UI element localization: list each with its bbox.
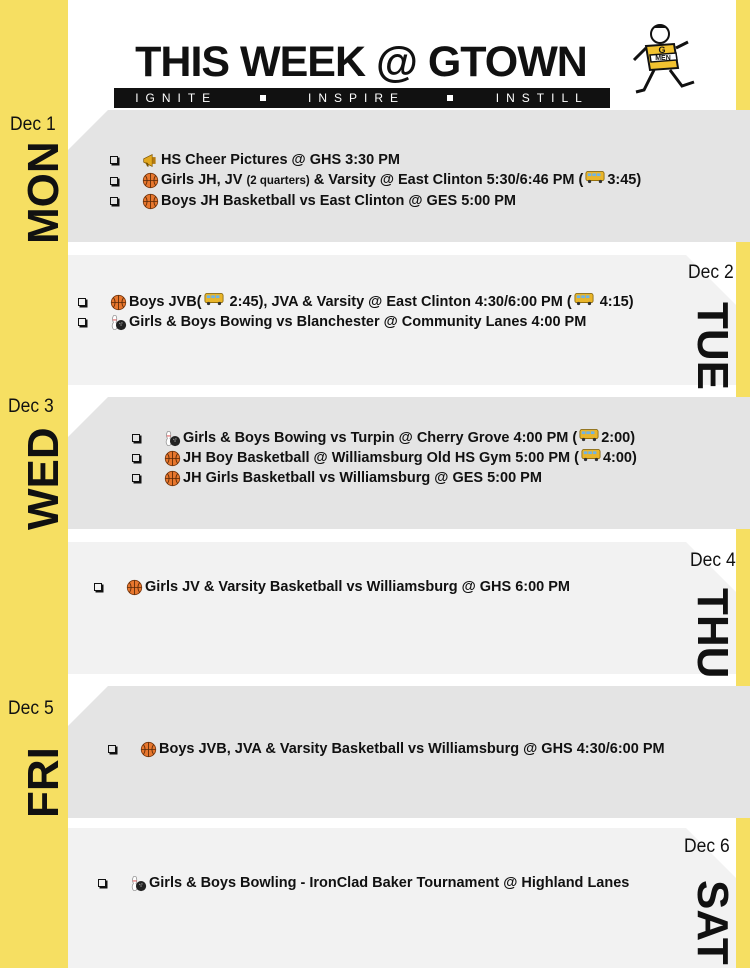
day-band-sat [68, 828, 736, 968]
basketball-icon [126, 579, 145, 596]
checkbox-icon [110, 177, 118, 185]
event-item [78, 292, 634, 312]
event-text: HS Cheer Pictures @ GHS 3:30 PM [161, 152, 400, 168]
tagline-separator [260, 95, 266, 101]
tagline-word: IGNITE [135, 91, 218, 105]
tagline-separator [447, 95, 453, 101]
event-item [110, 150, 641, 170]
svg-text:MEN: MEN [655, 55, 671, 62]
bus-icon [581, 448, 601, 462]
checkbox-icon [94, 583, 102, 591]
event-item [132, 428, 637, 448]
checkbox-icon [132, 434, 140, 442]
svg-text:G: G [658, 45, 666, 55]
bowling-icon [164, 430, 183, 447]
day-name-wed: WED [19, 427, 68, 530]
megaphone-icon [142, 152, 161, 169]
event-item [110, 170, 641, 191]
event-item [132, 468, 637, 488]
mascot-logo-icon [628, 22, 706, 102]
checkbox-icon [98, 879, 106, 887]
basketball-icon [140, 741, 159, 758]
event-list-fri [108, 739, 665, 759]
checkbox-icon [78, 318, 86, 326]
basketball-icon [164, 450, 183, 467]
event-list-thu [94, 577, 570, 597]
tagline-bar [114, 88, 610, 108]
day-name-tue: TUE [688, 302, 737, 390]
bowling-icon [110, 314, 129, 331]
event-list-mon [110, 150, 641, 211]
day-date-fri: Dec 5 [8, 698, 54, 719]
day-name-sat: SAT [688, 880, 737, 965]
day-name-mon: MON [19, 141, 68, 244]
event-item [78, 312, 634, 332]
day-date-wed: Dec 3 [8, 396, 54, 417]
tagline-word: INSPIRE [307, 91, 405, 105]
basketball-icon [110, 294, 129, 311]
bus-icon [204, 292, 224, 306]
day-date-sat: Dec 6 [684, 836, 730, 857]
event-list-tue [78, 292, 634, 332]
event-text: JH Boy Basketball @ Williamsburg Old HS Gym 5:00 PM ( 4:00) [183, 450, 637, 466]
bus-icon [579, 428, 599, 442]
event-text: Girls & Boys Bowing vs Blanchester @ Community Lanes 4:00 PM [129, 314, 587, 330]
checkbox-icon [110, 156, 118, 164]
day-date-thu: Dec 4 [690, 550, 736, 571]
basketball-icon [142, 193, 161, 210]
checkbox-icon [78, 298, 86, 306]
event-item [98, 873, 629, 893]
checkbox-icon [110, 197, 118, 205]
event-item [94, 577, 570, 597]
day-name-thu: THU [688, 588, 737, 679]
event-list-wed [132, 428, 637, 488]
event-text: Girls & Boys Bowling - IronClad Baker Tournament @ Highland Lanes [149, 875, 630, 891]
bus-icon [574, 292, 594, 306]
day-date-tue: Dec 2 [688, 262, 734, 283]
checkbox-icon [132, 474, 140, 482]
basketball-icon [142, 172, 161, 189]
basketball-icon [164, 470, 183, 487]
event-text: Girls JV & Varsity Basketball vs Williamsburg @ GHS 6:00 PM [145, 579, 571, 595]
event-text: Boys JVB( 2:45), JVA & Varsity @ East Clinton 4:30/6:00 PM ( 4:15) [129, 294, 634, 310]
event-item [110, 191, 641, 211]
event-text: Boys JH Basketball vs East Clinton @ GES 5:00 PM [161, 193, 517, 209]
event-item [132, 448, 637, 468]
event-text: Boys JVB, JVA & Varsity Basketball vs Williamsburg @ GHS 4:30/6:00 PM [159, 741, 665, 757]
checkbox-icon [132, 454, 140, 462]
bus-icon [585, 170, 605, 184]
day-name-fri: FRI [19, 747, 68, 818]
event-text: JH Girls Basketball vs Williamsburg @ GES 5:00 PM [183, 470, 542, 486]
event-text: Girls & Boys Bowing vs Turpin @ Cherry Grove 4:00 PM ( 2:00) [183, 430, 636, 446]
event-list-sat [98, 873, 629, 893]
event-text: Girls JH, JV (2 quarters) & Varsity @ East Clinton 5:30/6:46 PM ( 3:45) [161, 172, 642, 188]
poster-title: THIS WEEK @ GTOWN [135, 38, 587, 86]
day-band-thu [68, 542, 736, 674]
event-item [108, 739, 665, 759]
checkbox-icon [108, 745, 116, 753]
tagline-word: INSTILL [495, 91, 589, 105]
day-date-mon: Dec 1 [10, 114, 56, 135]
bowling-icon [130, 875, 149, 892]
